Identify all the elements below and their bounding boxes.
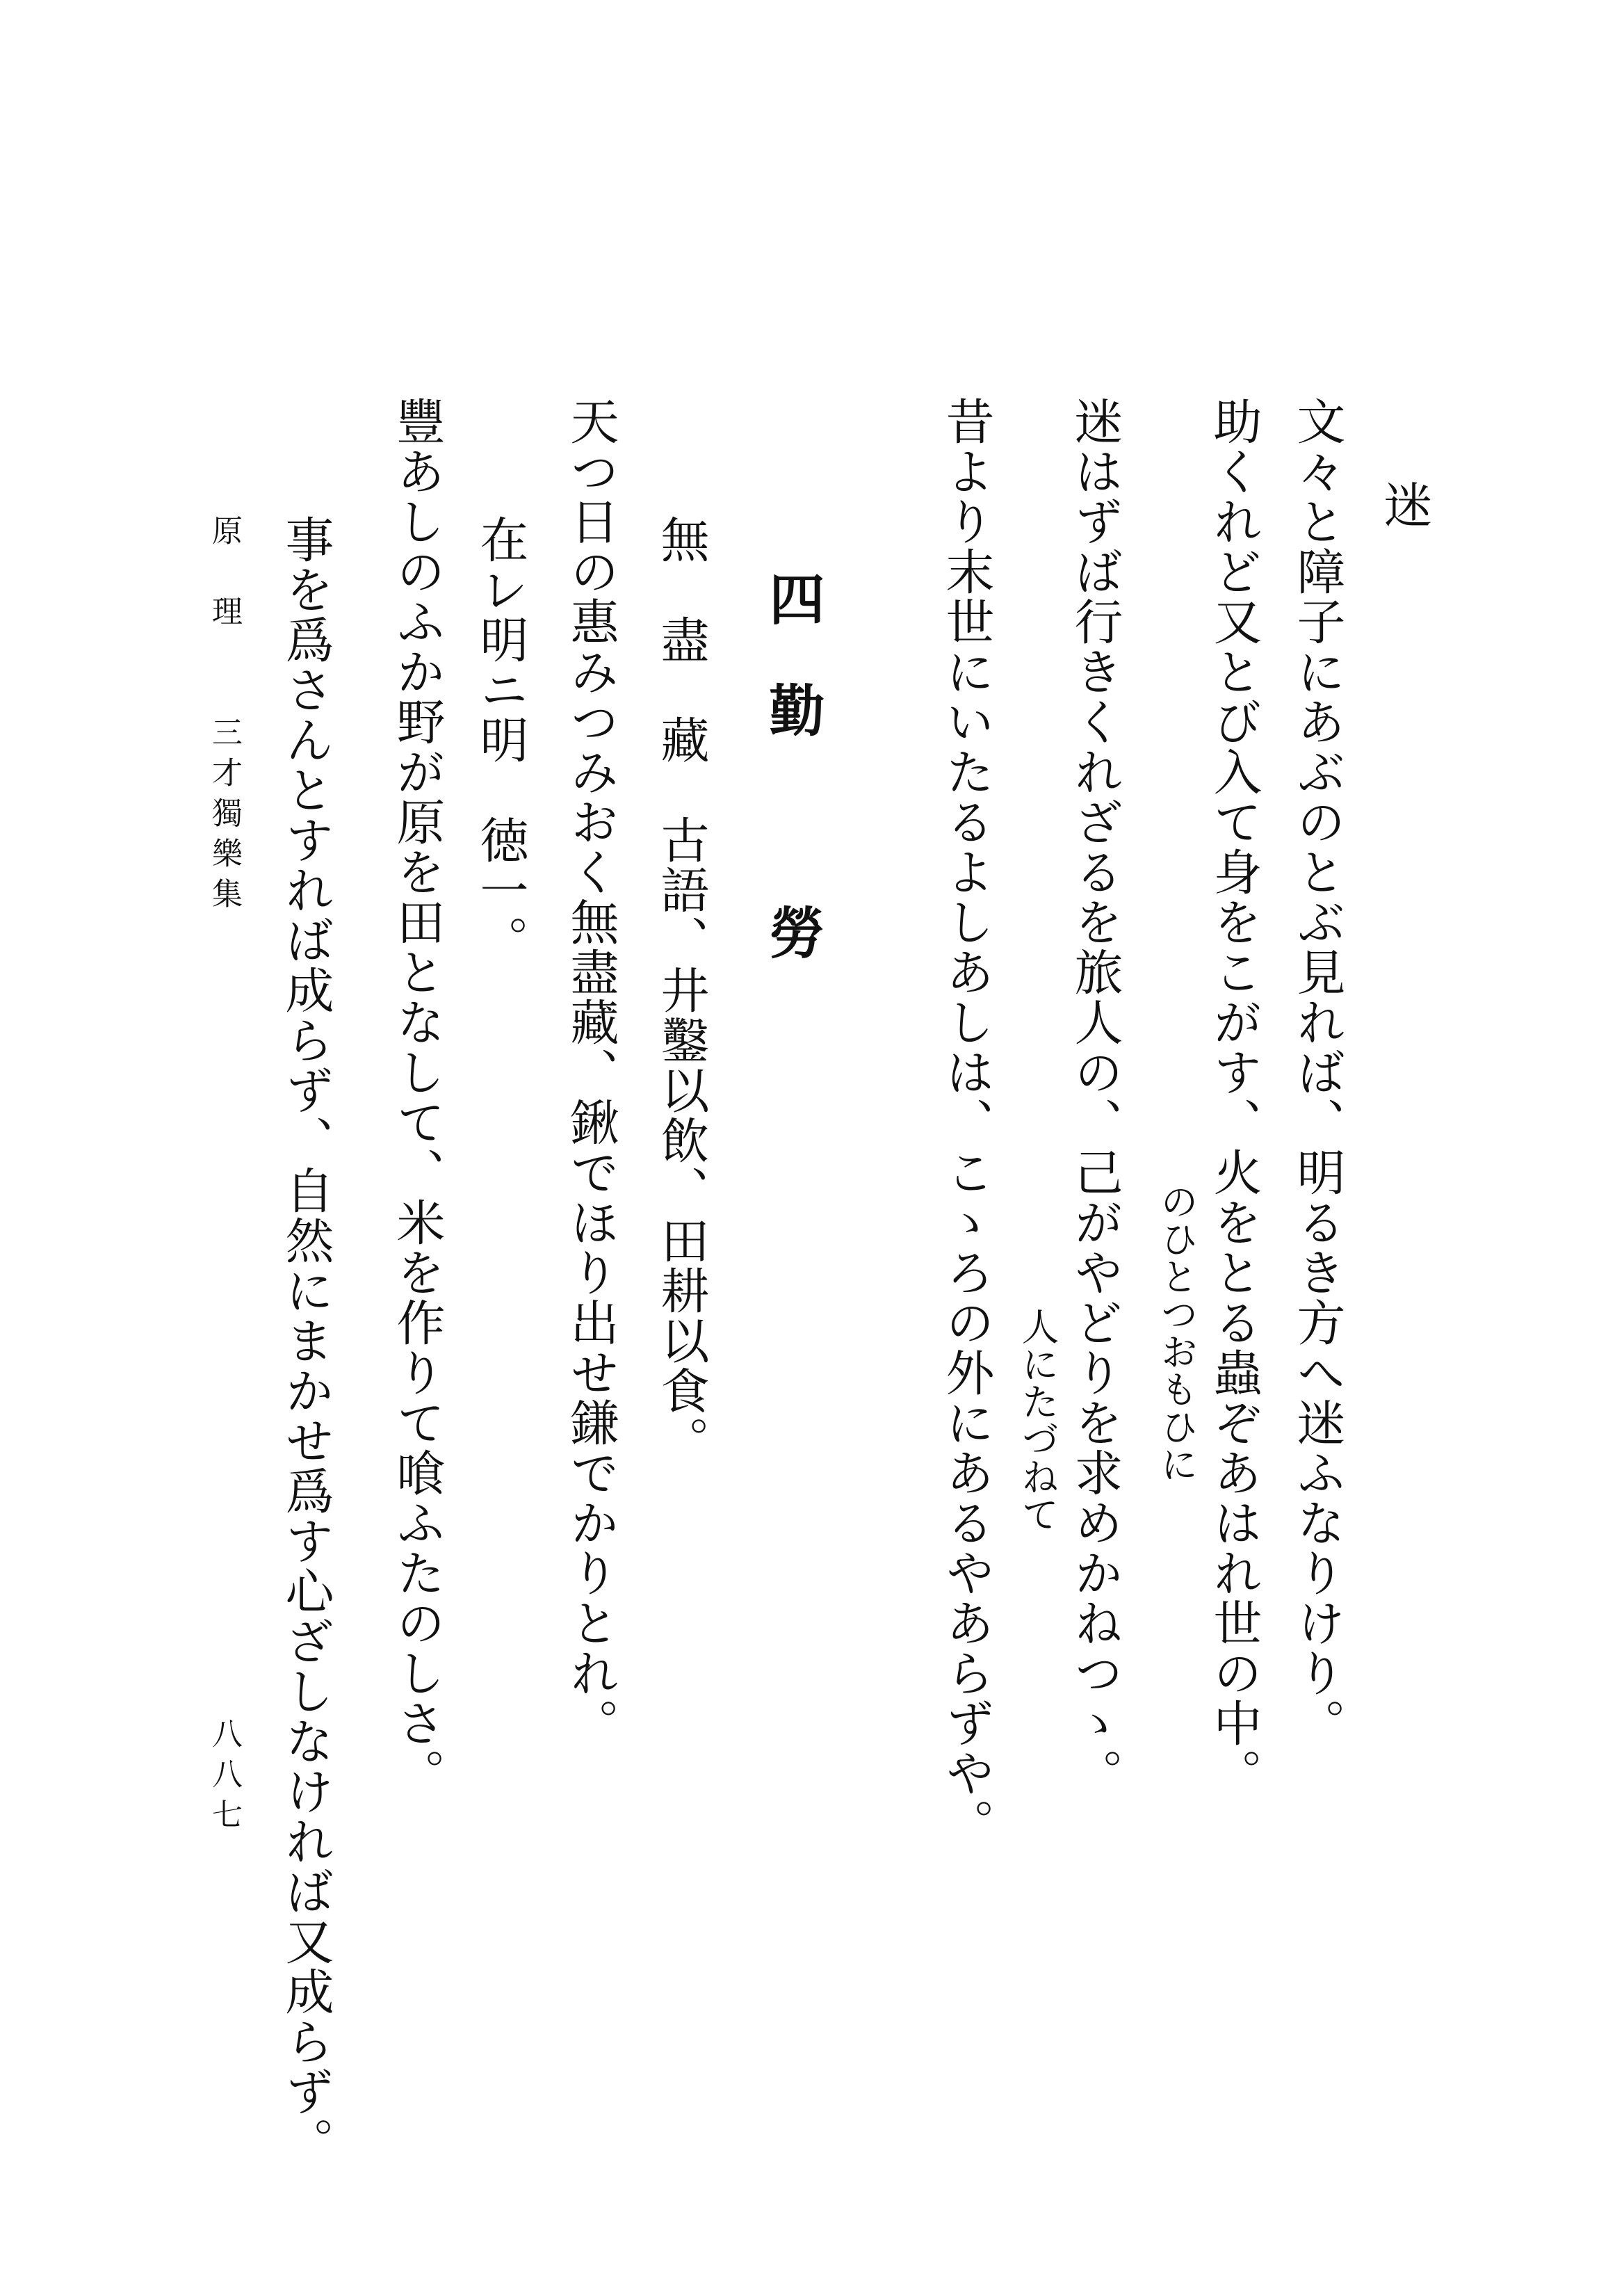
text-line: 無 盡 藏 古語、井鑿以飲、田耕以食。	[653, 515, 710, 1466]
text-line: 助くれど又とび入て身をこがす、火をとる蟲ぞあはれ世の中。	[1205, 396, 1262, 1798]
page-number: 八八七	[206, 1718, 242, 1839]
section-heading-kinro: 四 勤 勞	[760, 570, 825, 960]
running-title: 原 理 三才獨樂集	[206, 515, 242, 918]
text-line: 迷はずば行きくれざるを旅人の、己がやどりを求めかねつゝ。	[1066, 396, 1123, 1798]
interlinear-note: のひとつおもひに	[1155, 1182, 1199, 1483]
text-line: 事を爲さんとすれば成らず、自然にまかせ爲す心ざしなければ又成らず。	[277, 515, 334, 2167]
text-line: 天つ日の惠みつみおく無盡藏、鍬でほり出せ鎌でかりとれ。	[562, 396, 619, 1748]
text-line: 昔より末世にいたるよしあしは、こゝろの外にあるやあらずや。	[938, 396, 995, 1848]
text-line: 豐あしのふか野が原を田となして、米を作りて喰ふたのしさ。	[389, 396, 446, 1798]
interlinear-note: 人にたづねて	[1016, 1307, 1059, 1533]
text-line: 在レ明ニ明 徳一。	[472, 515, 529, 965]
text-line: 文々と障子にあぶのとぶ見れば、明るき方へ迷ふなりけり。	[1289, 396, 1346, 1748]
section-title-mayoi: 迷	[1376, 480, 1433, 530]
